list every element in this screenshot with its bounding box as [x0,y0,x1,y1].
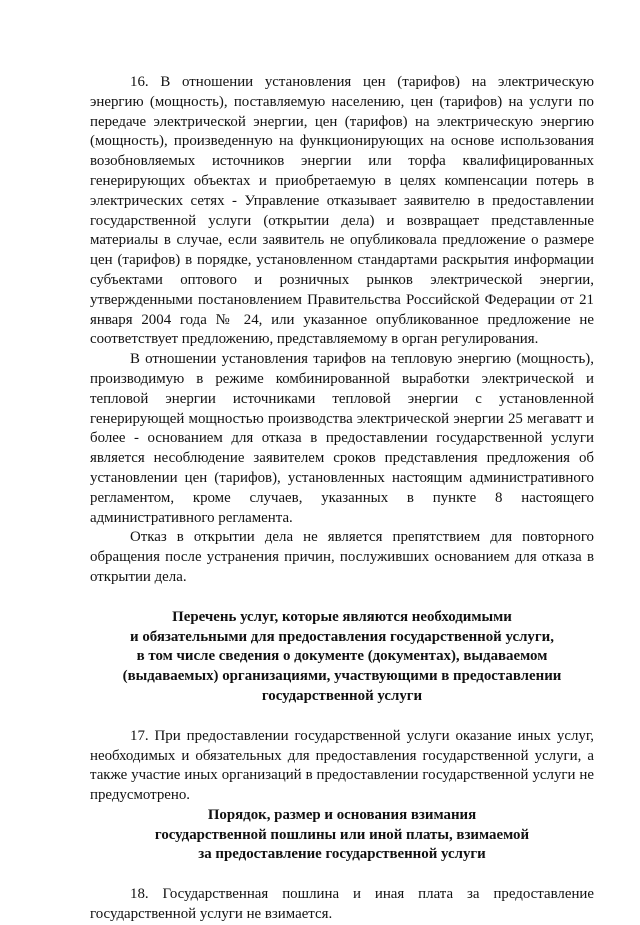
document-page [90,73,594,925]
heading-line: (выдаваемых) организациями, участвующими в предоставлении [122,668,562,685]
heading-line: за предоставление государственной услуги [198,846,486,863]
section-heading-services [90,608,594,707]
heading-line: в том числе сведения о документе (документах), выдаваемом [136,648,548,665]
spacer [90,588,594,608]
paragraph-18: 18. Государственная пошлина и иная плата за предоставление государственной услуги не взимается. [90,886,594,923]
paragraph-16-refusal: Отказ в открытии дела не является препятствием для повторного обращения после устранения причин, послуживших основанием для отказа в открытии дела. [90,529,594,585]
heading-line: и обязательными для предоставления государственной услуги, [130,628,554,645]
heading-line: государственной услуги [261,687,423,704]
paragraph-17: 17. При предоставлении государственной услуги оказание иных услуг, необходимых и обязательных для предоставления государственной услуги, а также участие иных организаций в предоставлении государственной услуги не предусмотрено. [90,727,594,804]
paragraph-16: 16. В отношении установления цен (тарифов) на электрическую энергию (мощность), поставляемую населению, цен (тарифов) на услуги по передаче электрической энергии, цен (тарифов) на электрическую энергию (мощность), произведенную на функционирующих на основе использования возобновляемых источников энергии или торфа квалифицированных генерирующих объектах и приобретаемую в целях компенсации потерь в электрических сетях - Управление отказывает заявителю в предоставлении государственной услуги (открытии дела) и возвращает представленные материалы в случае, если заявитель не опубликовала предложение о размере цен (тарифов) в порядке, установленном стандартами раскрытия информации субъектами оптового и розничных рынков электрической энергии, утвержденными постановлением Правительства Российской Федерации от 21 января 2004 года № 24, или указанное опубликованное предложение не соответствует предложению, представляемому в орган регулирования. [90,74,594,348]
heading-line: государственной пошлины или иной платы, взимаемой [154,826,530,843]
section-heading-fees [90,806,594,865]
paragraph-16-heat: В отношении установления тарифов на тепловую энергию (мощность), производимую в режиме комбинированной выработки электрической и тепловой энергии источниками тепловой энергии с установленной генерирующей мощностью производства электрической энергии 25 мегаватт и более - основанием для отказа в предоставлении государственной услуги является несоблюдение заявителем сроков представления предложения об установлении цен (тарифов), установленных настоящим административного регламентом, кроме случаев, указанных в пункте 8 настоящего административного регламента. [90,351,594,526]
spacer [90,707,594,727]
spacer [90,865,594,885]
heading-line: Перечень услуг, которые являются необходимыми [172,608,512,625]
heading-line: Порядок, размер и основания взимания [207,806,477,823]
